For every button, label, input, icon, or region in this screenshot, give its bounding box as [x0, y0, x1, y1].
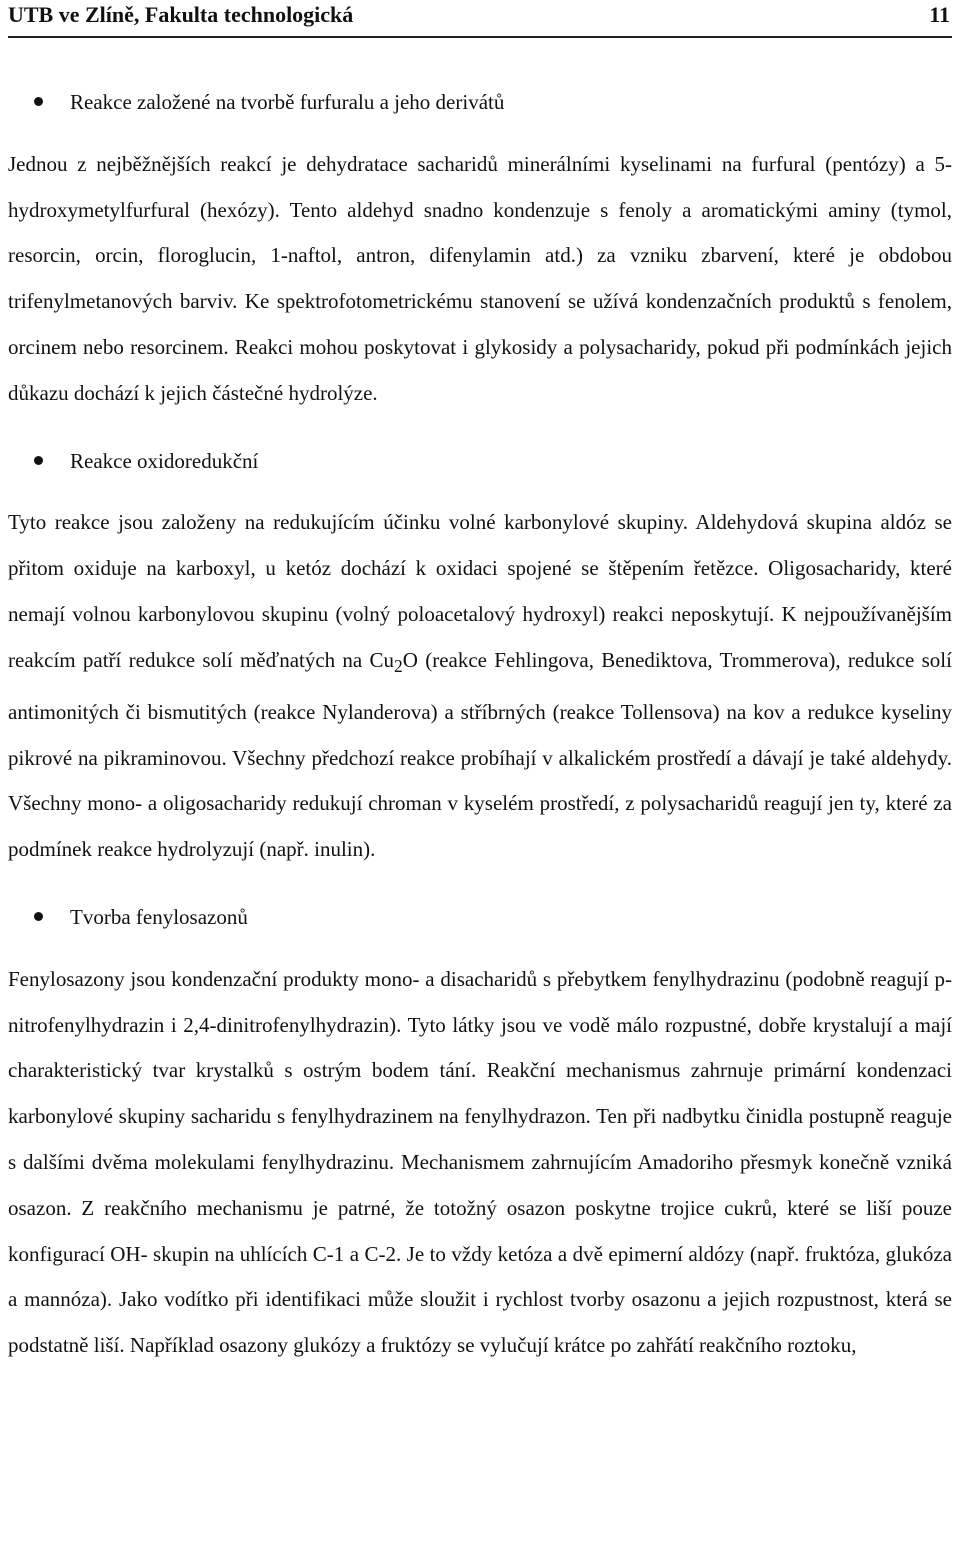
bullet-label: Reakce založené na tvorbě furfuralu a jeho derivátů [70, 90, 505, 114]
paragraph-text: O (reakce Fehlingova, Benediktova, Trommerova), redukce solí antimonitých či bismutitých (reakce Nylanderova) a stříbrných (reakce Tollensova) na kov a redukce kyseliny pikrové na pikraminovou. Všechny předchozí reakce probíhají v alkalickém prostředí a dávají je také aldehydy. Všechny mono- a oligosacharidy redukují chroman v kyselém prostředí, z polysacharidů reagují jen ty, které za podmínek reakce hydrolyzují (např. inulin). [8, 647, 952, 862]
header-title: UTB ve Zlíně, Fakulta technologická [8, 2, 354, 27]
body-paragraph: Fenylosazony jsou kondenzační produkty mono- a disacharidů s přebytkem fenylhydrazinu (podobně reagují p-nitrofenylhydrazin i 2,4-dinitrofenylhydrazin). Tyto látky jsou ve vodě málo rozpustné, dobře krystalují a mají charakteristický tvar krystalků s ostrým bodem tání. Reakční mechanismus zahrnuje primární kondenzaci karbonylové skupiny sacharidu s fenylhydrazinem na fenylhydrazon. Ten při nadbytku činidla postupně reaguje s dalšími dvěma molekulami fenylhydrazinu. Mechanismem zahrnujícím Amadoriho přesmyk konečně vzniká osazon. Z reakčního mechanismu je patrné, že totožný osazon poskytne trojice cukrů, které se liší pouze konfigurací OH- skupin na uhlících C-1 a C-2. Je to vždy ketóza a dvě epimerní aldózy (např. fruktóza, glukóza a mannóza). Jako vodítko při identifikaci může sloužit i rychlost tvorby osazonu a jejich rozpustnost, která se podstatně liší. Například osazony glukózy a fruktózy se vylučují krátce po zahřátí reakčního roztoku, [8, 966, 952, 1358]
page-header [8, 0, 952, 38]
paragraph-text: Tyto reakce jsou založeny na redukujícím účinku volné karbonylové skupiny. Aldehydová skupina aldóz se přitom oxiduje na karboxyl, u ketóz dochází k oxidaci spojené se štěpením řetězce. Oligosacharidy, které nemají volnou karbonylovou skupinu (volný poloacetalový hydroxyl) reakci neposkytují. K nejpoužívanějším reakcím patří redukce solí měďnatých na Cu [8, 510, 952, 672]
bullet-icon [34, 912, 43, 921]
bullet-label: Tvorba fenylosazonů [70, 904, 248, 929]
bullet-item [8, 80, 952, 126]
bullet-icon [34, 456, 43, 465]
subscript: 2 [394, 655, 403, 676]
bullet-label: Reakce oxidoredukční [70, 448, 259, 473]
body-paragraph: Jednou z nejběžnějších reakcí je dehydratace sacharidů minerálními kyselinami na furfural (pentózy) a 5-hydroxymetylfurfural (hexózy). Tento aldehyd snadno kondenzuje s fenoly a aromatickými aminy (tymol, resorcin, orcin, floroglucin, 1-naftol, antron, difenylamin atd.) za vzniku zbarvení, které je obdobou trifenylmetanových barviv. Ke spektrofotometrickému stanovení se užívá kondenzačních produktů s fenolem, orcinem nebo resorcinem. Reakci mohou poskytovat i glykosidy a polysacharidy, pokud při podmínkách jejich důkazu dochází k jejich částečné hydrolýze. [8, 151, 952, 405]
bullet-item [8, 895, 952, 941]
page-body [8, 80, 952, 1369]
body-paragraph [8, 500, 952, 873]
bullet-icon [34, 97, 43, 106]
bullet-item [8, 439, 952, 485]
page-number: 11 [929, 2, 950, 27]
